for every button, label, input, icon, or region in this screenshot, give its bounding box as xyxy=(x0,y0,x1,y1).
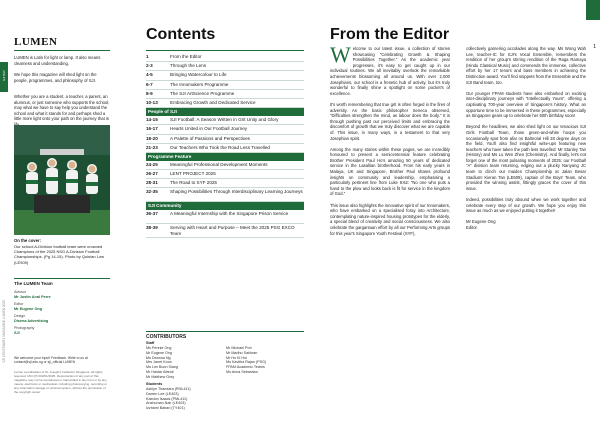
list-item: Izzhami Bahari (TY401) xyxy=(146,406,185,411)
page-number: 1 xyxy=(593,44,596,50)
editor-paragraph: Indeed, possibilities truly abound when we work together and celebrate every step of our growth. We hope you enjoy this issue as much as we enjoyed putting it together! xyxy=(466,197,586,214)
editor-text: elcome to our latest issue, a collection of stories showcasing "Celebrating Growth & Shaping Possibilities Together." As the academic year progresses, it's easy to get caught up in our individual routines. We all inevitably overlook the remarkable achievements blossoming all around us. With over 2,000 Josephians, our school is a frenetic hub of activity, but it's truly wonderful to finally shine a spotlight on some pocket's of excellence. xyxy=(330,46,450,96)
team-name: SJI xyxy=(14,331,20,335)
editor-role: Editor xyxy=(466,225,477,230)
toc-row[interactable] xyxy=(146,125,304,134)
toc-title: Shaping Possibilities Through Interdisciplinary Learning Journeys xyxy=(170,189,303,195)
list-item: Kaedon Isaacs (PML411) xyxy=(146,396,188,401)
team-name: Disena Advertising xyxy=(14,319,49,323)
cover-caption: Our school A-Division football team were crowned Champions of the 2025 NSG A-Division Football Championships. (Pg 14-15). Photo by Quinlan Low (LE509) xyxy=(14,244,105,265)
editor-signature: Mr Eugene Ong xyxy=(466,219,496,225)
editor-paragraph: collectively garnering accolades along the way. Ms Wong Wah Lee, teacher-IC for SJI's Vocal Ensemble, remembers the rendition of her group's stirring rendition of the Raga Ramaya (Hindu Classical Music) and commends the immense, collective effort by her 17 tenors and bass members in achieving the Distinction award. You'll find snippets from the Ensemble and the SJI Band team, too. xyxy=(466,46,586,85)
toc-title: Bringing Watercolour to Life xyxy=(170,72,227,78)
list-item: FPAM Academic Teams xyxy=(226,365,265,370)
list-item: Mr Haidar Afandi xyxy=(146,369,174,374)
toc-row[interactable] xyxy=(146,53,304,62)
toc-page: 16-17 xyxy=(146,126,158,132)
toc-page: 28-31 xyxy=(146,180,158,186)
toc-row[interactable] xyxy=(146,90,304,99)
toc-title: A Meaningful Internship with the Singapore Prison Service xyxy=(170,211,289,217)
contributors-title: CONTRIBUTORS xyxy=(146,334,187,340)
toc-title: A Palette of Passions and Perspectives xyxy=(170,135,250,141)
students-list xyxy=(146,387,191,411)
cover-caption-title: On the cover: xyxy=(14,238,41,243)
toc-page: 36-37 xyxy=(146,211,158,217)
drop-cap: W xyxy=(330,42,351,67)
toc-row[interactable] xyxy=(146,188,304,202)
toc-row[interactable] xyxy=(146,135,304,144)
list-item: Mr Eugene Ong xyxy=(146,350,173,355)
list-item: Darren Lee (LE403) xyxy=(146,391,179,396)
toc-row[interactable] xyxy=(146,161,304,170)
toc-section-header: People of SJI xyxy=(146,108,304,116)
toc-row[interactable] xyxy=(146,71,304,80)
divider xyxy=(146,331,304,332)
team-role: Advisor xyxy=(14,290,26,294)
toc-row[interactable] xyxy=(146,170,304,179)
toc-title: Through the Lens xyxy=(170,63,207,69)
list-item: Anshuman Nair (LE403) xyxy=(146,401,186,406)
editor-title: From the Editor xyxy=(330,26,450,43)
staff-list-a xyxy=(146,346,178,380)
toc-page: 32-35 xyxy=(146,189,158,195)
toc-title: Meaningful Professional Development Moments xyxy=(170,161,268,167)
team-role: Design xyxy=(14,314,26,318)
list-item: Mr Madhu Sakhran xyxy=(226,350,258,355)
intro-paragraph: We hope this magazine will shed light on the people, programmes, and philosophy of SJI. xyxy=(14,72,97,83)
divider xyxy=(14,278,110,279)
contact-info: We welcome your input! Feedback. Write to us at contact@sji.edu.sg or sji_official LUMEN xyxy=(14,356,88,365)
editor-column-left xyxy=(330,42,450,242)
team-role: Photography xyxy=(14,326,35,330)
toc-page: 2-3 xyxy=(146,63,153,69)
toc-page: 38-39 xyxy=(146,225,158,231)
list-item: Mr Michael Poh xyxy=(226,346,252,350)
editor-paragraph: This issue also highlights the innovative spirit of our Innomakers, who have embarked on a specialised foray into Architecture, contemplating nature-inspired housing prototypes for the elderly, a special blend of creativity and social consciousness. We also celebrate the gargantuan effort by all our Performing Arts groups for this year's Singapore Youth Festival (SYF), xyxy=(330,202,450,236)
toc-title: Our Teachers Who Took the Road Less Travelled xyxy=(170,144,270,150)
toc-title: The SJI ArtScience Programme xyxy=(170,90,235,96)
toc-row[interactable] xyxy=(146,144,304,153)
toc-row[interactable] xyxy=(146,116,304,125)
toc-page: 18-20 xyxy=(146,135,158,141)
team-title: The LUMEN Team xyxy=(14,281,53,286)
toc-page: 10-13 xyxy=(146,99,158,105)
toc-page: 14-15 xyxy=(146,117,158,123)
list-item: Ms Deanna Ng xyxy=(146,355,171,360)
toc-row[interactable] xyxy=(146,210,304,224)
list-item: Ms Pennie Ong xyxy=(146,346,172,350)
list-item: Mr Matthew Grey xyxy=(146,374,175,379)
toc-title: Embracing Growth and Dedicated Service xyxy=(170,99,256,105)
toc-page: 26-27 xyxy=(146,171,158,177)
intro-paragraph: LUMEN is Latin for light or lamp. It also means clearness and understanding. xyxy=(14,55,101,66)
list-item: Mrs Janet Koon xyxy=(146,360,172,365)
intro-paragraph: Whether you are a student, a teacher, a parent, an alumnus, or just someone who supports the school, may what we have to say help you understand the school and what it stands for and perhaps shed a little more light onto your path on the journey that is xyxy=(14,94,110,122)
students-title: Students xyxy=(146,382,163,386)
cover-photo-illustration xyxy=(14,125,110,235)
toc-page: 8-9 xyxy=(146,90,153,96)
toc-section-header: SJI Community xyxy=(146,202,304,210)
page-tab xyxy=(586,0,600,20)
toc-page: 21-23 xyxy=(146,144,158,150)
toc-page: 4-5 xyxy=(146,72,153,78)
list-item: Ashlyn Tirandara (PML411) xyxy=(146,387,191,391)
editor-paragraph xyxy=(330,42,450,96)
toc-title: Serving with Heart and Purpose – Meet the 2025 PSG EXCO Team xyxy=(170,225,295,237)
toc-row[interactable] xyxy=(146,224,304,238)
toc-row[interactable] xyxy=(146,99,304,108)
editor-paragraph: Among the many stories within these pages, we are incredibly honoured to present a semicentennial feature celebrating Brother President Paul Ho's amazing 50 years of dedicated service in the Lasallian brotherhood. From his early years in Malaya, UK and Singapore, Brother Paul shares profound insights on community and leadership, emphasising a particularly pertinent line from Luke 9:62: "No one who puts a hand to the plow and looks back is fit for service in the kingdom of God." xyxy=(330,146,450,197)
legal-text: Lumen a publication of St. Joseph's Institution Singapore. All rights reserved. MCI (P) 002/01/2025. Reproduction of any part of this magazine may not be reproduced or transmitted in any form or by any means, electronic or mechanical, including photocopying, recording or any information storage or retrieval system, without the permission of the copyright owner. xyxy=(14,370,107,394)
editor-column-right xyxy=(466,46,586,231)
side-tab-label: SJI BAY xyxy=(2,70,6,81)
team-name: Mr Eugene Ong xyxy=(14,307,43,311)
editor-paragraph: Our younger FPAM students have also embarked on exciting inter-disciplinary journeys with "Intellectually Yours", offering a captivating 700-year overview of Singapore's history. What an opportune time to be immersed in these programmes, especially as Singapore gears up to celebrate her 60th birthday soon! xyxy=(466,90,586,119)
staff-title: Staff xyxy=(146,341,155,345)
toc-row[interactable] xyxy=(146,179,304,188)
lumen-logo: LUMEN xyxy=(14,36,58,48)
list-item: Mr Ho Ki Hui xyxy=(226,355,247,360)
toc-row[interactable] xyxy=(146,62,304,71)
cover-photo xyxy=(14,125,110,235)
toc-title: Hearts United in Our Football Journey xyxy=(170,126,248,132)
divider xyxy=(14,50,110,51)
toc-title: SJI Football: A Season Written in Grit Unity and Glory xyxy=(170,117,279,123)
toc-page: 6-7 xyxy=(146,81,153,87)
toc-page: 1 xyxy=(146,54,149,59)
toc-title: The Innomakers Programme xyxy=(170,81,229,87)
toc-title: The Road to SYF 2025 xyxy=(170,180,217,186)
editor-paragraph: Beyond the headlines, we also shed light on our tenacious SJI Girls Football Team, those green-and-white hoops you occasionally spot from afar on Balmoral Hill 28 degree days on the field. You'll also find insightful write-ups featuring new teachers who have taken the path less travelled: Mr Stanley Tan (History) and Ms Lu Wen Zhen (Chemistry). And finally, let's not forget one of the most pulsating moments of 2025: our Football "A" division team returning, edging out a plucky Nanyang JC team to clinch our maiden Championship at Jalan Besar Stadium! Kieran Tan (LE609), captain of the Boys' Team, who provided the winning assist, fittingly graces the cover of this issue. xyxy=(466,124,586,191)
toc-page: 24-25 xyxy=(146,161,158,167)
toc-title: LENT PROJECT 2025 xyxy=(170,171,216,177)
list-item: Ms Anna Sebastian xyxy=(226,369,258,374)
divider xyxy=(146,50,304,51)
toc-section-header: Programme Feature xyxy=(146,153,304,161)
team-role: Editor xyxy=(14,302,24,306)
side-vertical-text: SJI CENTENARY MAGAZINE LUMEN 2025 xyxy=(2,300,6,363)
list-item: Ms Kavitha Rajan (PSG) xyxy=(226,360,267,365)
staff-list-b xyxy=(226,346,266,375)
toc-row[interactable] xyxy=(146,81,304,90)
list-item: Ms Lim Boon Siang xyxy=(146,365,178,370)
contents-title: Contents xyxy=(146,26,216,43)
toc-title: From the Editor xyxy=(170,54,202,59)
table-of-contents xyxy=(146,53,304,238)
editor-paragraph: It's worth remembering that true grit is often forged in the fires of adversity. As the basic philosopher Seneca observed, "Difficulties strengthen the mind, as labour does the body." It is through pushing past our perceived limits and embracing the discomfort of growth that we truly discover what we are capable of. This issue, in many ways, is a testament to that very Josephian spirit. xyxy=(330,101,450,141)
team-name: Mr Justin Anal Perre xyxy=(14,295,51,299)
